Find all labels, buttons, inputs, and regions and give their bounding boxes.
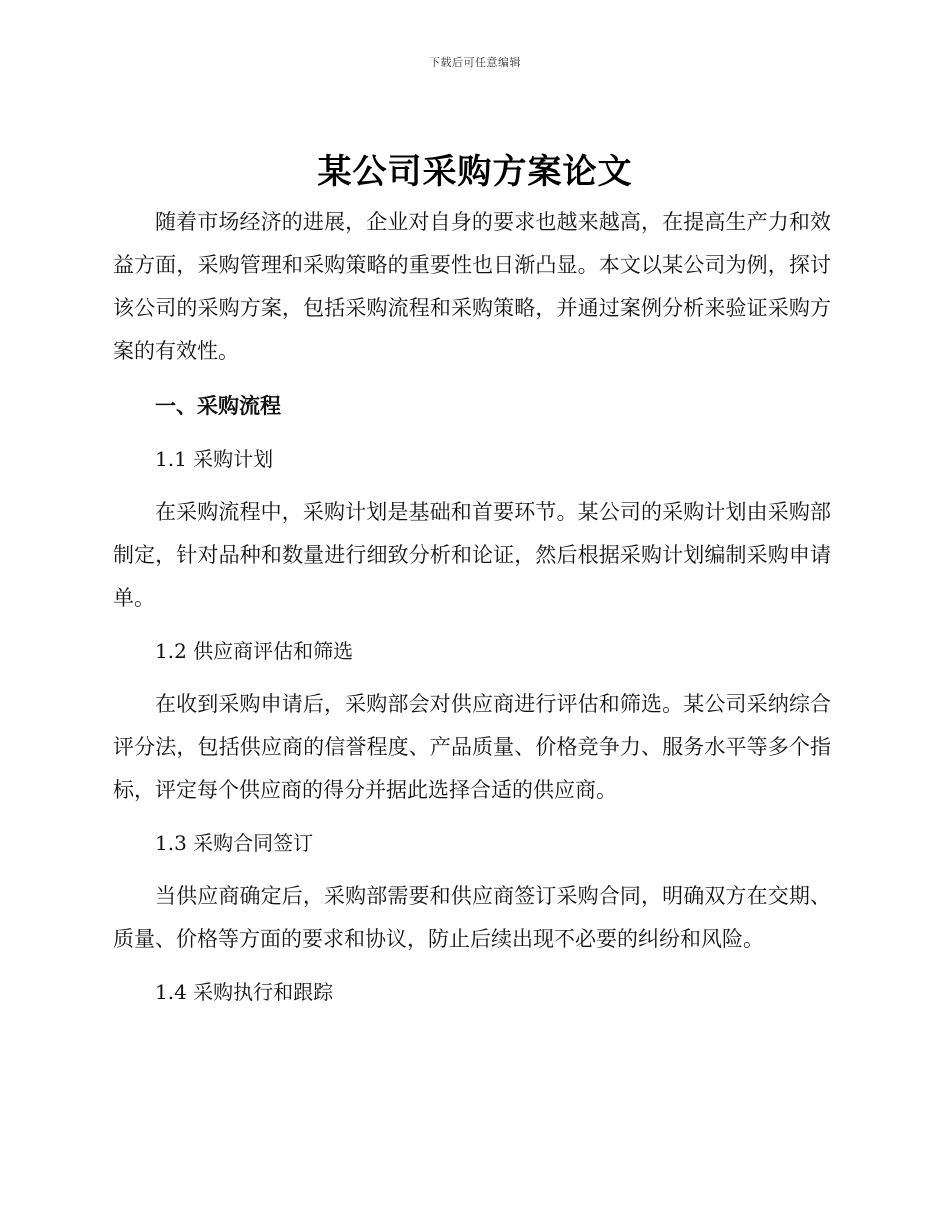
subsection-heading-1-3: 1.3 采购合同签订	[155, 831, 314, 855]
subsection-paragraph-1-2: 在收到采购申请后，采购部会对供应商进行评估和筛选。某公司采纳综合评分法，包括供应商的信誉程度、产品质量、价格竞争力、服务水平等多个指标，评定每个供应商的得分并据此选择合适的供应商。	[113, 692, 831, 802]
subsection-paragraph-1-3: 当供应商确定后，采购部需要和供应商签订采购合同，明确双方在交期、质量、价格等方面的要求和协议，防止后续出现不必要的纠纷和风险。	[113, 884, 831, 951]
subsection-heading-1-4: 1.4 采购执行和跟踪	[155, 980, 334, 1004]
document-title: 某公司采购方案论文	[317, 152, 633, 192]
subsection-heading-1-2: 1.2 供应商评估和筛选	[155, 639, 354, 663]
subsection-paragraph-1-1: 在采购流程中，采购计划是基础和首要环节。某公司的采购计划由采购部制定，针对品种和数量进行细致分析和论证，然后根据采购计划编制采购申请单。	[113, 500, 831, 610]
subsection-heading-1-1: 1.1 采购计划	[155, 447, 274, 471]
header-note: 下载后可任意编辑	[429, 56, 521, 69]
intro-paragraph: 随着市场经济的进展，企业对自身的要求也越来越高，在提高生产力和效益方面，采购管理和采购策略的重要性也日渐凸显。本文以某公司为例，探讨该公司的采购方案，包括采购流程和采购策略，并通过案例分析来验证采购方案的有效性。	[113, 210, 831, 363]
section-heading-procurement-process: 一、采购流程	[155, 394, 281, 418]
document-body	[113, 201, 831, 1014]
